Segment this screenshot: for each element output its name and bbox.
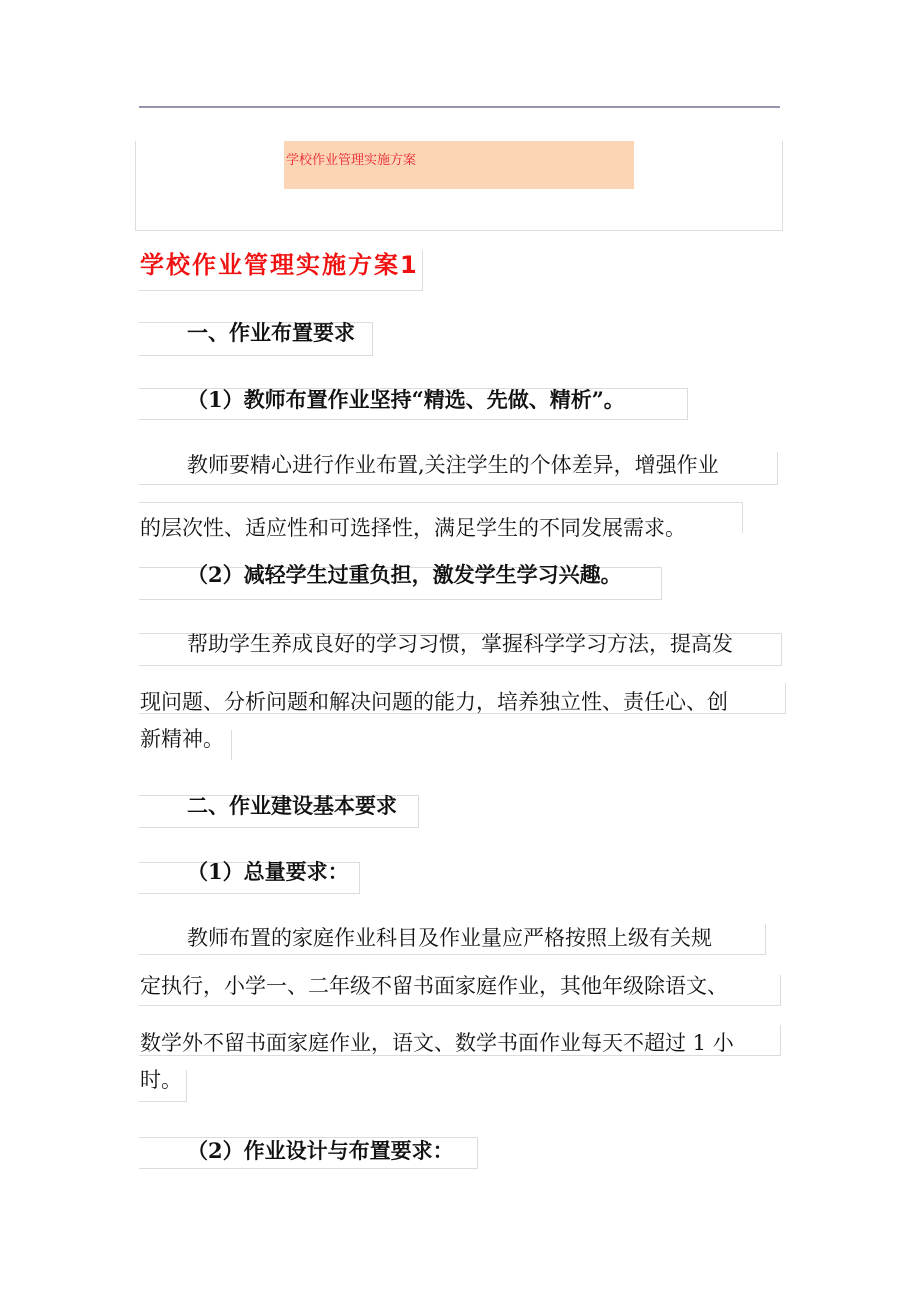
subheading: （1）总量要求： <box>187 859 349 884</box>
header-banner-text: 学校作业管理实施方案 <box>286 153 417 168</box>
paragraph-line: 的层次性、适应性和可选择性，满足学生的不同发展需求。 <box>140 516 686 540</box>
section-heading: 一、作业布置要求 <box>187 320 355 345</box>
paragraph-line: 数学外不留书面家庭作业，语文、数学书面作业每天不超过 1 小 <box>140 1031 734 1055</box>
subheading: （2）减轻学生过重负担，激发学生学习兴趣。 <box>187 562 622 587</box>
subheading: （2）作业设计与布置要求： <box>187 1138 454 1163</box>
section-heading: 二、作业建设基本要求 <box>187 793 397 818</box>
header-banner <box>284 141 634 189</box>
paragraph-line: 教师要精心进行作业布置,关注学生的个体差异，增强作业 <box>187 453 719 477</box>
paragraph-line: 帮助学生养成良好的学习习惯，掌握科学学习方法，提高发 <box>187 632 733 656</box>
paragraph-line: 定执行，小学一、二年级不留书面家庭作业，其他年级除语文、 <box>140 974 728 998</box>
paragraph-line: 新精神。 <box>140 727 224 751</box>
paragraph-line: 时。 <box>140 1068 182 1092</box>
paragraph-line: 教师布置的家庭作业科目及作业量应严格按照上级有关规 <box>187 926 712 950</box>
paragraph-line: 现问题、分析问题和解决问题的能力，培养独立性、责任心、创 <box>140 690 728 714</box>
header-rule <box>139 106 780 108</box>
subheading: （1）教师布置作业坚持“精选、先做、精析”。 <box>187 387 625 412</box>
document-title: 学校作业管理实施方案1 <box>140 251 419 279</box>
